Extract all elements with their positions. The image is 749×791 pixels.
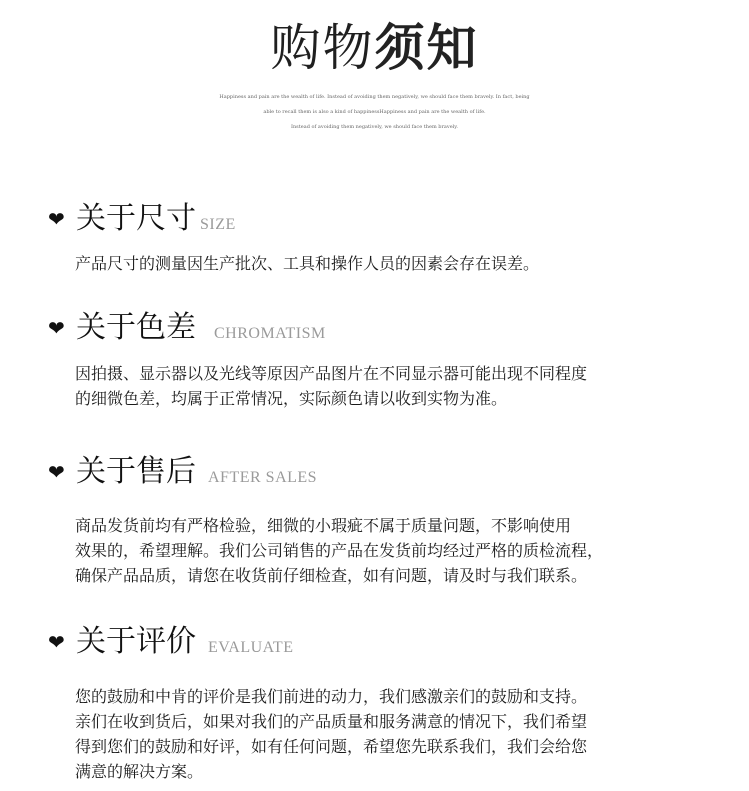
section-title-en: SIZE: [200, 216, 236, 233]
title-part-1: 购物: [270, 19, 375, 77]
body-line: 效果的，希望理解。我们公司销售的产品在发货前均经过严格的质检流程，: [75, 541, 604, 560]
section-title-cn: 关于评价: [76, 624, 196, 659]
body-line: 亲们在收到货后，如果对我们的产品质量和服务满意的情况下，我们希望: [75, 712, 588, 731]
tagline-line-2: able to recall them is also a kind of happinessHappiness and pain are the wealth of life.: [263, 109, 486, 115]
section-title-en: EVALUATE: [208, 639, 294, 656]
body-line: 得到您们的鼓励和好评，如有任何问题，希望您先联系我们，我们会给您: [75, 737, 588, 756]
section-heading-after-sales: [48, 448, 317, 492]
section-body-chromatism: [75, 361, 715, 411]
section-title-cn: 关于尺寸: [76, 201, 196, 236]
heart-icon: ❤: [48, 460, 65, 484]
section-title-cn: 关于售后: [76, 454, 196, 489]
section-body-evaluate: [75, 684, 715, 784]
section-title-en: CHROMATISM: [214, 325, 326, 342]
title-part-2: 须知: [374, 19, 479, 77]
section-body-after-sales: [75, 513, 715, 588]
body-line: 您的鼓励和中肯的评价是我们前进的动力，我们感激亲们的鼓励和支持。: [75, 687, 588, 706]
heart-icon: ❤: [48, 207, 65, 231]
body-line: 商品发货前均有严格检验，细微的小瑕疵不属于质量问题，不影响使用: [75, 516, 572, 535]
section-heading-chromatism: [48, 304, 326, 348]
body-line: 确保产品品质，请您在收货前仔细检查，如有问题，请及时与我们联系。: [75, 566, 588, 585]
page-title: [0, 14, 749, 82]
section-heading-size: [48, 195, 236, 239]
section-heading-evaluate: [48, 618, 293, 662]
section-title-cn: 关于色差: [76, 310, 196, 345]
section-body-size: [75, 251, 715, 276]
body-line: 的细微色差，均属于正常情况，实际颜色请以收到实物为准。: [75, 389, 508, 408]
section-title-en: AFTER SALES: [208, 469, 318, 486]
heart-icon: ❤: [48, 316, 65, 340]
heart-icon: ❤: [48, 630, 65, 654]
body-line: 满意的解决方案。: [75, 762, 204, 781]
tagline-line-3: Instead of avoiding them negatively, we should face them bravely.: [290, 124, 459, 130]
tagline-line-1: Happiness and pain are the wealth of life. Instead of avoiding them negatively, we should face them bravely. In fact, being: [219, 94, 530, 100]
body-line: 产品尺寸的测量因生产批次、工具和操作人员的因素会存在误差。: [75, 254, 540, 273]
body-line: 因拍摄、显示器以及光线等原因产品图片在不同显示器可能出现不同程度: [75, 364, 588, 383]
